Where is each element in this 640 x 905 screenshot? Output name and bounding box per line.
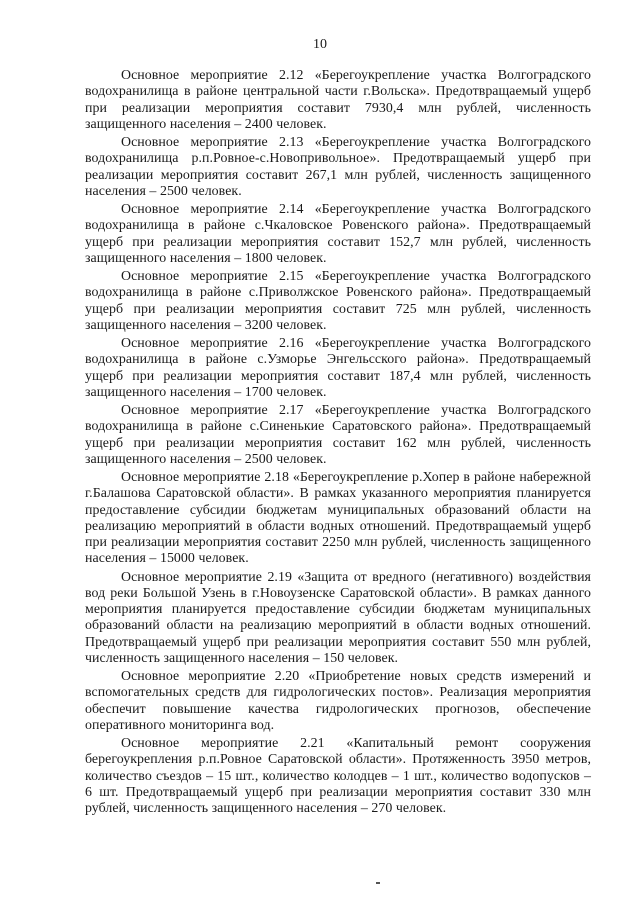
paragraph-measure-2-16: Основное мероприятие 2.16 «Берегоукрепление участка Волгоградского водохранилища в районе с.Узморье Энгельсского района». Предотвращаемый ущерб при реализации мероприятия составит 187,4 млн рублей, численность защищенного населения – 1700 человек. xyxy=(85,336,591,400)
scan-artifact-mark xyxy=(376,882,380,884)
paragraph-measure-2-13: Основное мероприятие 2.13 «Берегоукрепление участка Волгоградского водохранилища р.п.Ровное-с.Новопривольное». Предотвращаемый ущерб при реализации мероприятия составит 267,1 млн рублей, численность защищенного населения – 2500 человек. xyxy=(85,135,591,199)
paragraph-measure-2-20: Основное мероприятие 2.20 «Приобретение новых средств измерений и вспомогательных средств для гидрологических постов». Реализация мероприятия обеспечит повышение качества гидрологических прогнозов, обеспечение оперативного мониторинга вод. xyxy=(85,669,591,733)
paragraph-measure-2-18: Основное мероприятие 2.18 «Берегоукрепление р.Хопер в районе набережной г.Балашова Саратовской области». В рамках указанного мероприятия планируется предоставление субсидии бюджетам муниципальных образований области на реализацию мероприятий в области водных отношений. Предотвращаемый ущерб при реализации мероприятия составит 2250 млн рублей, численность защищенного населения – 15000 человек. xyxy=(85,470,591,567)
page-number: 10 xyxy=(313,37,327,52)
paragraph-measure-2-14: Основное мероприятие 2.14 «Берегоукрепление участка Волгоградского водохранилища в районе с.Чкаловское Ровенского района». Предотвращаемый ущерб при реализации мероприятия составит 152,7 млн рублей, численность защищенного населения – 1800 человек. xyxy=(85,202,591,266)
paragraph-measure-2-17: Основное мероприятие 2.17 «Берегоукрепление участка Волгоградского водохранилища в районе с.Синенькие Саратовского района». Предотвращаемый ущерб при реализации мероприятия составит 162 млн рублей, численность защищенного населения – 2500 человек. xyxy=(85,403,591,467)
document-body xyxy=(85,68,591,819)
paragraph-measure-2-15: Основное мероприятие 2.15 «Берегоукрепление участка Волгоградского водохранилища в районе с.Приволжское Ровенского района». Предотвращаемый ущерб при реализации мероприятия составит 725 млн рублей, численность защищенного населения – 3200 человек. xyxy=(85,269,591,333)
paragraph-measure-2-21: Основное мероприятие 2.21 «Капитальный ремонт сооружения берегоукрепления р.п.Ровное Саратовской области». Протяженность 3950 метров, количество съездов – 15 шт., количество колодцев – 1 шт., количество водопусков – 6 шт. Предотвращаемый ущерб при реализации мероприятия составит 330 млн рублей, численность защищенного населения – 270 человек. xyxy=(85,736,591,816)
paragraph-measure-2-12: Основное мероприятие 2.12 «Берегоукрепление участка Волгоградского водохранилища в районе центральной части г.Вольска». Предотвращаемый ущерб при реализации мероприятия составит 7930,4 млн рублей, численность защищенного населения – 2400 человек. xyxy=(85,68,591,132)
paragraph-measure-2-19: Основное мероприятие 2.19 «Защита от вредного (негативного) воздействия вод реки Большой Узень в г.Новоузенске Саратовской области». В рамках данного мероприятия планируется предоставление субсидии бюджетам муниципальных образований области на реализацию мероприятий в области водных отношений. Предотвращаемый ущерб при реализации мероприятия составит 550 млн рублей, численность защищенного населения – 150 человек. xyxy=(85,569,591,666)
